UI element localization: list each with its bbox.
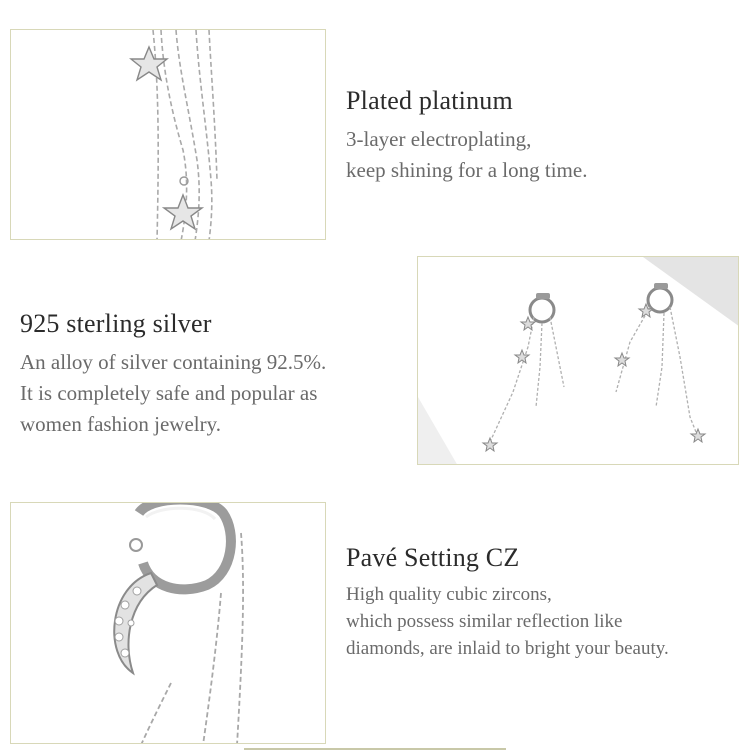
chain-stars-illustration (11, 30, 326, 240)
chain-stars-image (10, 29, 326, 240)
sterling-silver-text (20, 309, 326, 440)
pave-setting-text (346, 543, 669, 662)
section-description-line: High quality cubic zircons, (346, 584, 552, 605)
star-charm-bottom (164, 195, 202, 229)
section-title: Plated platinum (346, 86, 513, 115)
moon-hoop-image (10, 502, 326, 744)
earrings-illustration (418, 257, 739, 465)
plated-platinum-text (346, 86, 587, 186)
earrings-pair-image (417, 256, 739, 465)
section-description-line: keep shining for a long time. (346, 158, 588, 182)
section-description-line: women fashion jewelry. (20, 412, 221, 436)
section-description-line: It is completely safe and popular as (20, 381, 318, 405)
bottom-divider (244, 748, 506, 750)
section-description-line: 3-layer electroplating, (346, 127, 532, 151)
section-description-line: which possess similar reflection like (346, 611, 623, 632)
section-description-line: diamonds, are inlaid to bright your beauty. (346, 638, 669, 659)
moon-hoop-illustration (11, 503, 326, 744)
section-description-line: An alloy of silver containing 92.5%. (20, 350, 327, 374)
section-title: Pavé Setting CZ (346, 543, 520, 572)
section-title: 925 sterling silver (20, 309, 212, 338)
star-charm-top (131, 47, 167, 80)
